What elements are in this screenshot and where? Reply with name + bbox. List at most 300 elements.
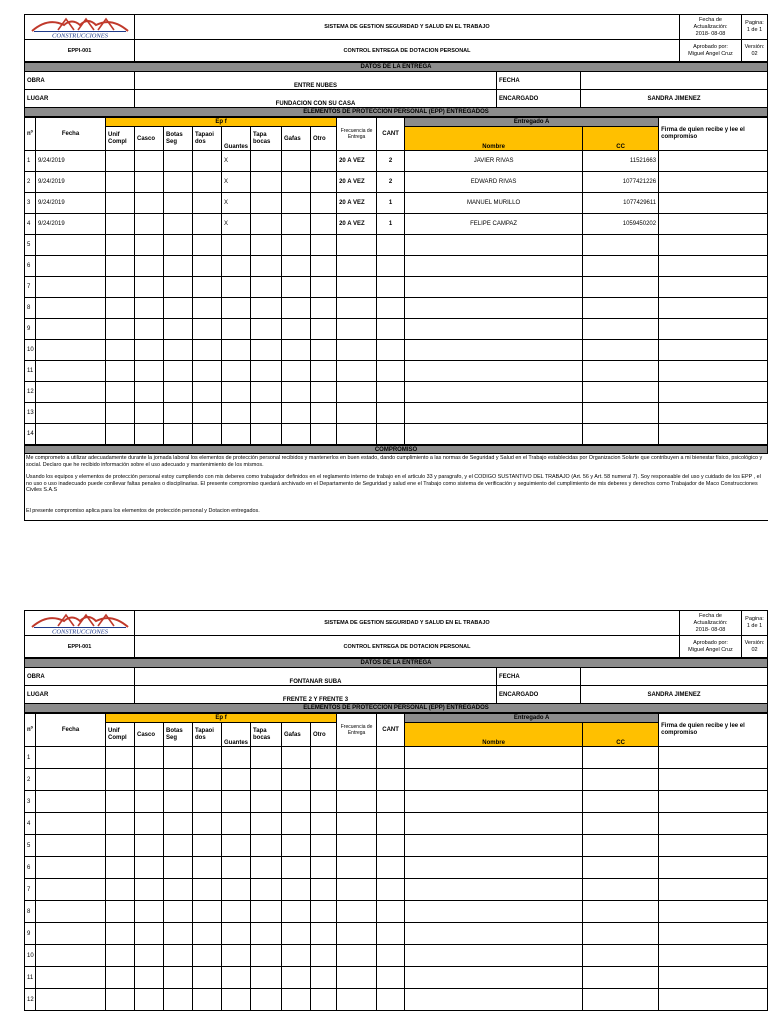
cell-tapabocas (251, 769, 282, 791)
cell-tapaoidos (193, 791, 222, 813)
table-row (25, 151, 768, 172)
col-fecha: Fecha (36, 714, 106, 747)
cell-frecuencia (337, 298, 377, 319)
col-unif: Unif Compl (106, 723, 135, 747)
col-tapabocas: Tapa bocas (251, 723, 282, 747)
cell-otro (311, 298, 337, 319)
system-title: SISTEMA DE GESTION SEGURIDAD Y SALUD EN EL TRABAJO (135, 611, 680, 636)
col-cc: CC (583, 723, 659, 747)
cell-tapaoidos (193, 361, 222, 382)
version-label: Versión: (744, 639, 765, 646)
cell-firma (659, 256, 768, 277)
cell-n: 7 (25, 277, 36, 298)
cell-nombre (405, 340, 583, 361)
col-cc: CC (583, 127, 659, 151)
cell-guantes (222, 901, 251, 923)
cell-unif (106, 967, 135, 989)
col-n: nº (25, 714, 36, 747)
delivery-data (24, 658, 768, 713)
cell-firma (659, 813, 768, 835)
section-title-epp: ELEMENTOS DE PROTECCION PERSONAL (EPP) ENTREGADOS (25, 108, 768, 117)
cell-unif (106, 923, 135, 945)
approved-label: Aprobado por: (693, 43, 728, 50)
col-gafas: Gafas (282, 723, 311, 747)
col-cant: CANT (377, 714, 405, 747)
cell-casco (135, 835, 164, 857)
col-otro: Otro (311, 723, 337, 747)
cell-guantes (222, 967, 251, 989)
cell-botas (164, 214, 193, 235)
form-sheet-1 (24, 14, 768, 521)
cell-frecuencia (337, 277, 377, 298)
cell-tapabocas (251, 235, 282, 256)
cell-guantes (222, 256, 251, 277)
col-firma: Firma de quien recibe y lee el compromiso (659, 714, 768, 747)
cell-fecha (36, 403, 106, 424)
cell-botas (164, 172, 193, 193)
cell-cc (583, 747, 659, 769)
cell-tapaoidos (193, 403, 222, 424)
table-row (25, 256, 768, 277)
cell-botas (164, 298, 193, 319)
cell-n: 2 (25, 172, 36, 193)
fecha-value (581, 72, 768, 90)
cell-frecuencia (337, 256, 377, 277)
cell-fecha (36, 340, 106, 361)
cell-unif (106, 193, 135, 214)
logo-text: CONSTRUCCIONES (51, 628, 108, 635)
cell-tapabocas (251, 967, 282, 989)
cell-fecha: 9/24/2019 (36, 172, 106, 193)
cell-frecuencia (337, 361, 377, 382)
cell-gafas (282, 879, 311, 901)
encargado-label: ENCARGADO (497, 90, 581, 108)
cell-unif (106, 298, 135, 319)
cell-casco (135, 857, 164, 879)
system-title: SISTEMA DE GESTION SEGURIDAD Y SALUD EN EL TRABAJO (135, 15, 680, 40)
cell-unif (106, 340, 135, 361)
cell-n: 4 (25, 214, 36, 235)
cell-casco (135, 769, 164, 791)
cell-cant (377, 813, 405, 835)
cell-firma (659, 214, 768, 235)
cell-n: 12 (25, 989, 36, 1011)
cell-frecuencia (337, 235, 377, 256)
compromiso-p3: El presente compromiso aplica para los elementos de protección personal y Dotacion entregados. (26, 507, 260, 514)
form-header (24, 14, 768, 62)
cell-otro (311, 382, 337, 403)
cell-tapabocas (251, 879, 282, 901)
cell-n: 9 (25, 319, 36, 340)
cell-n: 8 (25, 298, 36, 319)
cell-gafas (282, 256, 311, 277)
section-title-datos: DATOS DE LA ENTREGA (25, 63, 768, 72)
cell-firma (659, 769, 768, 791)
cell-gafas (282, 813, 311, 835)
col-casco: Casco (135, 127, 164, 151)
obra-label: OBRA (25, 72, 135, 90)
fecha-label: FECHA (497, 72, 581, 90)
cell-cc (583, 235, 659, 256)
cell-unif (106, 319, 135, 340)
cell-nombre (405, 879, 583, 901)
cell-guantes: X (222, 151, 251, 172)
cell-cant (377, 879, 405, 901)
cell-botas (164, 835, 193, 857)
form-code: EPPI-001 (25, 40, 135, 62)
cell-nombre: FELIPE CAMPAZ (405, 214, 583, 235)
table-row (25, 193, 768, 214)
cell-tapaoidos (193, 235, 222, 256)
cell-nombre (405, 298, 583, 319)
form-title: CONTROL ENTREGA DE DOTACION PERSONAL (135, 40, 680, 62)
cell-cc (583, 989, 659, 1011)
cell-botas (164, 813, 193, 835)
cell-nombre: EDWARD RIVAS (405, 172, 583, 193)
cell-otro (311, 277, 337, 298)
col-tapabocas: Tapa bocas (251, 127, 282, 151)
cell-casco (135, 403, 164, 424)
table-row (25, 813, 768, 835)
cell-tapaoidos (193, 967, 222, 989)
cell-n: 3 (25, 193, 36, 214)
cell-cant (377, 298, 405, 319)
cell-cant: 2 (377, 151, 405, 172)
cell-casco (135, 298, 164, 319)
cell-unif (106, 151, 135, 172)
cell-cant (377, 901, 405, 923)
cell-tapaoidos (193, 747, 222, 769)
col-guantes: Guantes (222, 127, 251, 151)
cell-guantes (222, 813, 251, 835)
cell-casco (135, 879, 164, 901)
cell-unif (106, 403, 135, 424)
encargado-label: ENCARGADO (497, 686, 581, 704)
cell-otro (311, 235, 337, 256)
cell-n: 9 (25, 923, 36, 945)
cell-guantes: X (222, 172, 251, 193)
page-label: Pagina: (745, 20, 764, 26)
cell-fecha (36, 235, 106, 256)
cell-tapaoidos (193, 424, 222, 445)
cell-tapabocas (251, 813, 282, 835)
update-label: Fecha de Actualización: (693, 16, 728, 30)
cell-cant (377, 791, 405, 813)
cell-frecuencia (337, 901, 377, 923)
cell-botas (164, 791, 193, 813)
cell-guantes (222, 235, 251, 256)
cell-casco (135, 791, 164, 813)
table-row (25, 340, 768, 361)
cell-unif (106, 813, 135, 835)
cell-guantes (222, 857, 251, 879)
cell-fecha: 9/24/2019 (36, 151, 106, 172)
cell-n: 13 (25, 403, 36, 424)
cell-casco (135, 361, 164, 382)
cell-botas (164, 193, 193, 214)
cell-gafas (282, 424, 311, 445)
cell-casco (135, 424, 164, 445)
cell-botas (164, 923, 193, 945)
cell-tapabocas (251, 361, 282, 382)
cell-firma (659, 340, 768, 361)
cell-tapaoidos (193, 945, 222, 967)
encargado-value: SANDRA JIMENEZ (581, 90, 768, 108)
cell-cant (377, 747, 405, 769)
cell-casco (135, 340, 164, 361)
cell-casco (135, 256, 164, 277)
cell-n: 2 (25, 769, 36, 791)
col-botas: Botas Seg (164, 127, 193, 151)
col-otro: Otro (311, 127, 337, 151)
table-row (25, 945, 768, 967)
cell-cant: 2 (377, 172, 405, 193)
cell-otro (311, 361, 337, 382)
obra-value: ENTRE NUBES (135, 72, 497, 90)
cell-guantes: X (222, 193, 251, 214)
cell-frecuencia (337, 769, 377, 791)
cell-gafas (282, 193, 311, 214)
cell-firma (659, 235, 768, 256)
col-frecuencia: Frecuencia de Entrega (337, 118, 377, 151)
cell-guantes (222, 403, 251, 424)
cell-fecha: 9/24/2019 (36, 214, 106, 235)
cell-guantes (222, 747, 251, 769)
table-row (25, 835, 768, 857)
cell-guantes (222, 769, 251, 791)
cell-unif (106, 989, 135, 1011)
cell-cc: 1077429611 (583, 193, 659, 214)
encargado-value: SANDRA JIMENEZ (581, 686, 768, 704)
cell-unif (106, 256, 135, 277)
cell-cc (583, 835, 659, 857)
form-sheet-2 (24, 610, 768, 1011)
entregado-a-header: Entregado A (405, 714, 659, 723)
cell-frecuencia (337, 424, 377, 445)
cell-cant (377, 340, 405, 361)
cell-nombre (405, 945, 583, 967)
cell-casco (135, 382, 164, 403)
cell-tapabocas (251, 256, 282, 277)
cell-tapabocas (251, 403, 282, 424)
cell-otro (311, 857, 337, 879)
cell-tapaoidos (193, 319, 222, 340)
cell-guantes (222, 382, 251, 403)
table-row (25, 172, 768, 193)
cell-cc (583, 382, 659, 403)
cell-gafas (282, 747, 311, 769)
table-row (25, 214, 768, 235)
cell-cant (377, 923, 405, 945)
cell-firma (659, 747, 768, 769)
cell-nombre (405, 361, 583, 382)
approved-label: Aprobado por: (693, 639, 728, 646)
cell-gafas (282, 857, 311, 879)
cell-cant (377, 769, 405, 791)
cell-tapaoidos (193, 214, 222, 235)
delivery-data (24, 62, 768, 117)
version-label: Versión: (744, 43, 765, 50)
cell-unif (106, 214, 135, 235)
cell-fecha: 9/24/2019 (36, 193, 106, 214)
cell-guantes (222, 298, 251, 319)
col-botas: Botas Seg (164, 723, 193, 747)
cell-tapaoidos (193, 901, 222, 923)
cell-unif (106, 835, 135, 857)
table-row (25, 235, 768, 256)
cell-tapabocas (251, 945, 282, 967)
cell-tapabocas (251, 151, 282, 172)
cell-unif (106, 857, 135, 879)
cell-cant (377, 424, 405, 445)
cell-fecha (36, 791, 106, 813)
cell-casco (135, 319, 164, 340)
cell-frecuencia: 20 A VEZ (337, 151, 377, 172)
cell-guantes (222, 879, 251, 901)
cell-tapabocas (251, 424, 282, 445)
cell-unif (106, 361, 135, 382)
cell-tapabocas (251, 791, 282, 813)
cell-cant (377, 989, 405, 1011)
cell-tapaoidos (193, 769, 222, 791)
cell-fecha (36, 277, 106, 298)
cell-n: 5 (25, 235, 36, 256)
cell-gafas (282, 235, 311, 256)
cell-fecha (36, 769, 106, 791)
cell-n: 10 (25, 945, 36, 967)
cell-fecha (36, 901, 106, 923)
form-title: CONTROL ENTREGA DE DOTACION PERSONAL (135, 636, 680, 658)
cell-fecha (36, 857, 106, 879)
cell-otro (311, 256, 337, 277)
table-row (25, 277, 768, 298)
cell-guantes: X (222, 214, 251, 235)
cell-nombre: JAVIER RIVAS (405, 151, 583, 172)
lugar-value: FUNDACION CON SU CASA (135, 90, 497, 108)
cell-otro (311, 813, 337, 835)
cell-otro (311, 319, 337, 340)
cell-cc (583, 901, 659, 923)
cell-gafas (282, 382, 311, 403)
cell-unif (106, 382, 135, 403)
form-code: EPPI-001 (25, 636, 135, 658)
cell-botas (164, 361, 193, 382)
cell-n: 14 (25, 424, 36, 445)
cell-guantes (222, 835, 251, 857)
cell-frecuencia (337, 813, 377, 835)
cell-tapabocas (251, 382, 282, 403)
cell-frecuencia (337, 945, 377, 967)
lugar-label: LUGAR (25, 686, 135, 704)
cell-botas (164, 879, 193, 901)
cell-tapaoidos (193, 298, 222, 319)
cell-tapabocas (251, 835, 282, 857)
cell-firma (659, 277, 768, 298)
cell-botas (164, 382, 193, 403)
update-date: 2018- 08-08 (695, 626, 726, 633)
cell-cc (583, 319, 659, 340)
table-row (25, 857, 768, 879)
cell-tapabocas (251, 298, 282, 319)
table-row (25, 879, 768, 901)
cell-cc (583, 945, 659, 967)
cell-fecha (36, 813, 106, 835)
cell-otro (311, 151, 337, 172)
cell-cc: 1059450202 (583, 214, 659, 235)
cell-tapaoidos (193, 835, 222, 857)
cell-firma (659, 361, 768, 382)
table-row (25, 967, 768, 989)
cell-otro (311, 879, 337, 901)
cell-casco (135, 193, 164, 214)
cell-cc (583, 424, 659, 445)
cell-guantes (222, 319, 251, 340)
cell-cant (377, 235, 405, 256)
cell-otro (311, 945, 337, 967)
cell-n: 1 (25, 151, 36, 172)
cell-tapabocas (251, 172, 282, 193)
cell-tapaoidos (193, 193, 222, 214)
cell-frecuencia (337, 319, 377, 340)
cell-cc (583, 361, 659, 382)
table-row (25, 747, 768, 769)
cell-otro (311, 923, 337, 945)
compromiso-p2: Usando los equipos y elementos de protección personal estoy cumpliendo con mis deberes como trabajador definidos en el reglamento interno de trabajo en el articulo 33 y paragrafo, y el CODIGO SUSTANTIVO DEL TRABAJO (Art. 56 y Art. 58 numeral 7). Soy responsable del uso y cuidado de los EPP , el no uso o uso inadecuado puede conllevar faltas penales o disciplinarias. El presente compromiso quedará archivado en el Departamento de Seguridad y salud ene el Trabajo como sistema de verificación y seguimiento del cumplimiento de mis deberes y derechos como Trabajador de Maco Construcciones Civiles S.A.S (26, 474, 761, 494)
cell-otro (311, 791, 337, 813)
fecha-label: FECHA (497, 668, 581, 686)
cell-firma (659, 382, 768, 403)
cell-nombre (405, 923, 583, 945)
cell-unif (106, 235, 135, 256)
cell-casco (135, 151, 164, 172)
cell-fecha (36, 967, 106, 989)
cell-frecuencia: 20 A VEZ (337, 214, 377, 235)
compromiso-title: COMPROMISO (25, 446, 768, 454)
cell-cc (583, 879, 659, 901)
cell-nombre: MANUEL MURILLO (405, 193, 583, 214)
cell-firma (659, 901, 768, 923)
table-row (25, 923, 768, 945)
lugar-value: FRENTE 2 Y FRENTE 3 (135, 686, 497, 704)
cell-gafas (282, 403, 311, 424)
cell-nombre (405, 901, 583, 923)
cell-otro (311, 403, 337, 424)
cell-tapaoidos (193, 340, 222, 361)
cell-unif (106, 769, 135, 791)
epp-rows (25, 747, 768, 1011)
cell-botas (164, 967, 193, 989)
table-row (25, 319, 768, 340)
cell-fecha (36, 298, 106, 319)
cell-casco (135, 277, 164, 298)
cell-tapabocas (251, 214, 282, 235)
cell-cc: 11521663 (583, 151, 659, 172)
cell-botas (164, 235, 193, 256)
cell-tapabocas (251, 340, 282, 361)
cell-botas (164, 769, 193, 791)
cell-firma (659, 835, 768, 857)
cell-frecuencia (337, 967, 377, 989)
cell-firma (659, 923, 768, 945)
table-row (25, 989, 768, 1011)
cell-casco (135, 923, 164, 945)
section-title-epp: ELEMENTOS DE PROTECCION PERSONAL (EPP) ENTREGADOS (25, 704, 768, 713)
cell-fecha (36, 424, 106, 445)
cell-cc (583, 256, 659, 277)
cell-unif (106, 172, 135, 193)
col-gafas: Gafas (282, 127, 311, 151)
cell-fecha (36, 989, 106, 1011)
